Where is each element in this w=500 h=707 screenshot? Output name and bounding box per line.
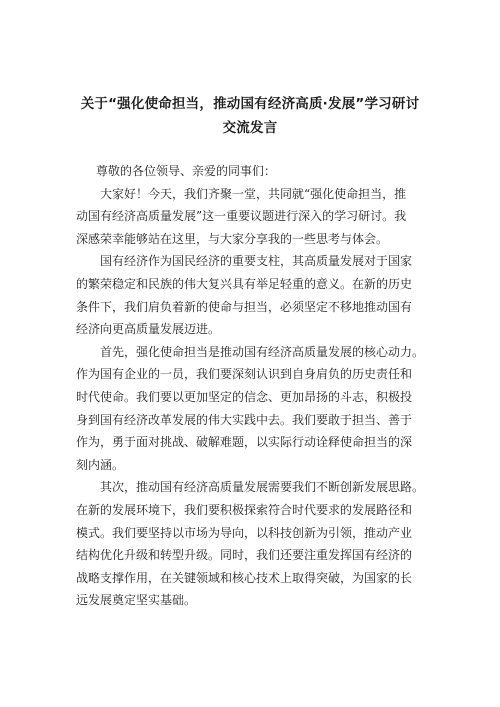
document-body (76, 160, 440, 612)
paragraph-line: 的繁荣稳定和民族的伟大复兴具有举足轻重的意义。在新的历史 (76, 276, 413, 291)
paragraph-line: 首先，强化使命担当是推动国有经济高质量发展的核心动力。 (100, 344, 425, 359)
document-title-line-2: 交流发言 (222, 120, 278, 136)
paragraph-line: 时代使命。我们要以更加坚定的信念、更加昂扬的斗志，积极投 (76, 389, 413, 404)
paragraph-line: 结构优化升级和转型升级。同时，我们还要注重发挥国有经济的 (76, 548, 413, 563)
paragraph-line: 深感荣幸能够站在这里，与大家分享我的一些思考与体会。 (76, 231, 389, 246)
paragraph-line: 远发展奠定坚实基础。 (76, 593, 197, 608)
paragraph-line: 身到国有经济改革发展的伟大实践中去。我们要敢于担当、善于 (76, 412, 413, 427)
salutation-line: 尊敬的各位领导、亲爱的同事们： (96, 164, 277, 178)
paragraph-2 (76, 250, 440, 340)
paragraph-line: 在新的发展环境下，我们要积极探索符合时代要求的发展路径和 (76, 502, 413, 517)
paragraph-line: 经济向更高质量发展迈进。 (76, 322, 221, 337)
paragraph-line: 其次，推动国有经济高质量发展需要我们不断创新发展思路。 (100, 480, 425, 495)
document-title-line-1: 关于“强化使命担当，推动国有经济高质·发展”学习研讨 (80, 96, 420, 112)
paragraph-line: 战略支撑作用，在关键领域和核心技术上取得突破，为国家的长 (76, 570, 413, 585)
paragraph-line: 模式。我们要坚持以市场为导向，以科技创新为引领，推动产业 (76, 525, 413, 540)
paragraph-line: 条件下，我们肩负着新的使命与担当，必须坚定不移地推动国有 (76, 299, 413, 314)
paragraph-3 (76, 341, 440, 477)
paragraph-line: 作为，勇于面对挑战、破解难题，以实际行动诠释使命担当的深 (76, 435, 413, 450)
paragraph-line: 作为国有企业的一员，我们要深刻认识到自身肩负的历史责任和 (76, 367, 413, 382)
paragraph-1 (76, 183, 440, 251)
paragraph-4 (76, 476, 440, 612)
salutation (76, 160, 440, 183)
paragraph-line: 国有经济作为国民经济的重要支柱，其高质量发展对于国家 (100, 254, 413, 269)
paragraph-line: 刻内涵。 (76, 457, 125, 472)
paragraph-line: 大家好！今天，我们齐聚一堂，共同就“强化使命担当，推 (100, 186, 407, 201)
paragraph-line: 动国有经济高质量发展”这一重要议题进行深入的学习研讨。我 (76, 209, 407, 224)
